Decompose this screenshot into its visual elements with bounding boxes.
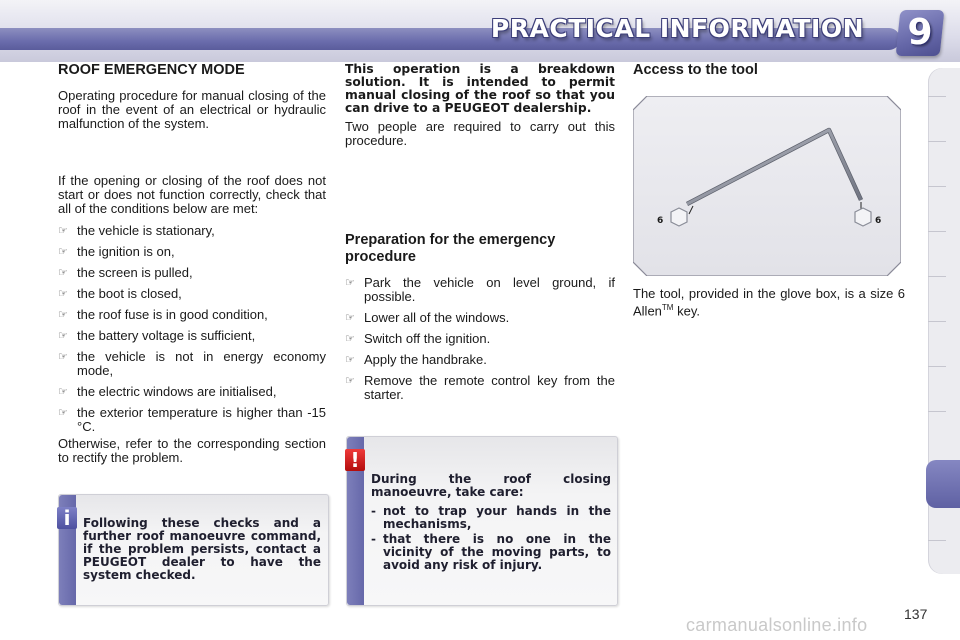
step-text: Park the vehicle on level ground, if possible. bbox=[364, 275, 615, 304]
list-item bbox=[58, 329, 326, 343]
column-roof-emergency bbox=[58, 60, 326, 465]
info-note-box bbox=[58, 494, 329, 606]
condition-text: the screen is pulled, bbox=[77, 265, 193, 280]
condition-text: the electric windows are initialised, bbox=[77, 384, 277, 399]
pointing-hand-icon: ☞ bbox=[58, 407, 68, 419]
hex-bolt-right-icon bbox=[855, 208, 871, 226]
condition-text: the vehicle is stationary, bbox=[77, 223, 215, 238]
info-note-text: Following these checks and a further roof manoeuvre command, if the problem persists, contact a PEUGEOT dealer to have the system checked. bbox=[83, 516, 321, 582]
warning-list bbox=[371, 505, 611, 572]
list-item bbox=[58, 406, 326, 434]
intro-paragraph: Operating procedure for manual closing of the roof in the event of an electrical or hydraulic malfunction of the system. bbox=[58, 88, 326, 131]
list-item bbox=[58, 287, 326, 301]
trademark-mark: TM bbox=[661, 303, 674, 312]
step-text: Switch off the ignition. bbox=[364, 331, 491, 346]
tool-caption bbox=[633, 287, 905, 318]
list-item bbox=[345, 332, 615, 346]
hex-bolt-left-icon bbox=[671, 208, 687, 226]
list-item bbox=[345, 353, 615, 367]
side-tab-divider bbox=[928, 186, 946, 187]
side-tab-divider bbox=[928, 411, 946, 412]
condition-text: the battery voltage is sufficient, bbox=[77, 328, 256, 343]
list-item bbox=[58, 266, 326, 280]
side-tab-active-chapter[interactable] bbox=[926, 460, 960, 508]
tool-size-label-left: 6 bbox=[657, 216, 664, 226]
list-item bbox=[345, 374, 615, 402]
pointing-hand-icon: ☞ bbox=[58, 246, 68, 258]
warning-note-box bbox=[346, 436, 618, 606]
chapter-number: 9 bbox=[907, 12, 933, 53]
condition-text: the ignition is on, bbox=[77, 244, 175, 259]
side-tab-divider bbox=[928, 231, 946, 232]
page-number: 137 bbox=[904, 606, 928, 622]
page-title: PRACTICAL INFORMATION bbox=[490, 14, 864, 43]
pointing-hand-icon: ☞ bbox=[58, 330, 68, 342]
pointing-hand-icon: ☞ bbox=[345, 277, 355, 289]
pointing-hand-icon: ☞ bbox=[58, 309, 68, 321]
column-procedure bbox=[345, 60, 615, 409]
warning-icon: ! bbox=[345, 449, 365, 471]
pointing-hand-icon: ☞ bbox=[58, 288, 68, 300]
tool-caption-end: key. bbox=[673, 303, 700, 319]
column-tool bbox=[633, 60, 905, 79]
tool-caption-text: The tool, provided in the glove box, is a size 6 Allen bbox=[633, 286, 905, 319]
pointing-hand-icon: ☞ bbox=[345, 354, 355, 366]
dash-marker: - bbox=[371, 532, 376, 546]
step-text: Lower all of the windows. bbox=[364, 310, 510, 325]
warning-item-text: not to trap your hands in the mechanisms, bbox=[383, 504, 611, 531]
side-tab-divider bbox=[928, 321, 946, 322]
warning-item-text: that there is no one in the vicinity of the moving parts, to avoid any risk of injury. bbox=[383, 532, 611, 572]
section-title-preparation: Preparation for the emergency procedure bbox=[345, 232, 556, 265]
pointing-hand-icon: ☞ bbox=[345, 375, 355, 387]
warning-title: During the roof closing manoeuvre, take care: bbox=[371, 472, 611, 499]
side-tab-divider bbox=[928, 276, 946, 277]
side-tab-divider bbox=[928, 96, 946, 97]
section-title-tool: Access to the tool bbox=[633, 62, 758, 78]
pointing-hand-icon: ☞ bbox=[345, 333, 355, 345]
pointing-hand-icon: ☞ bbox=[345, 312, 355, 324]
pointing-hand-icon: ☞ bbox=[58, 225, 68, 237]
condition-text: the boot is closed, bbox=[77, 286, 182, 301]
list-item bbox=[58, 350, 326, 378]
list-item bbox=[371, 505, 611, 531]
list-item bbox=[371, 533, 611, 572]
pointing-hand-icon: ☞ bbox=[58, 351, 68, 363]
breakdown-note: This operation is a breakdown solution. It is intended to permit manual closing of the roof so that you can drive to a PEUGEOT dealership. bbox=[345, 62, 615, 115]
watermark-text: carmanualsonline.info bbox=[686, 615, 868, 635]
people-note: Two people are required to carry out this procedure. bbox=[345, 119, 615, 148]
pointing-hand-icon: ☞ bbox=[58, 267, 68, 279]
condition-text: the exterior temperature is higher than -15 °C. bbox=[77, 405, 326, 434]
otherwise-paragraph: Otherwise, refer to the corresponding section to rectify the problem. bbox=[58, 436, 326, 465]
condition-text: the vehicle is not in energy economy mode, bbox=[77, 349, 326, 378]
side-tab-divider bbox=[928, 540, 946, 541]
condition-text: the roof fuse is in good condition, bbox=[77, 307, 268, 322]
allen-key-illustration bbox=[633, 96, 901, 276]
list-item bbox=[58, 224, 326, 238]
preparation-steps bbox=[345, 276, 615, 402]
tool-size-label-right: 6 bbox=[875, 216, 882, 226]
pointing-hand-icon: ☞ bbox=[58, 386, 68, 398]
step-text: Remove the remote control key from the starter. bbox=[364, 373, 615, 402]
list-item bbox=[345, 276, 615, 304]
list-item bbox=[58, 385, 326, 399]
chapter-badge[interactable] bbox=[896, 10, 945, 56]
side-tab-divider bbox=[928, 141, 946, 142]
conditions-list bbox=[58, 224, 326, 434]
step-text: Apply the handbrake. bbox=[364, 352, 487, 367]
dash-marker: - bbox=[371, 504, 376, 518]
page-header bbox=[0, 0, 960, 62]
side-tab-divider bbox=[928, 366, 946, 367]
list-item bbox=[58, 245, 326, 259]
illustration-frame bbox=[633, 96, 901, 276]
list-item bbox=[58, 308, 326, 322]
list-item bbox=[345, 311, 615, 325]
conditions-intro: If the opening or closing of the roof does not start or does not function correctly, check that all of the conditions below are met: bbox=[58, 173, 326, 216]
warning-note-content bbox=[371, 473, 611, 574]
info-icon: i bbox=[57, 507, 77, 529]
section-title-roof-emergency: ROOF EMERGENCY MODE bbox=[58, 62, 245, 78]
